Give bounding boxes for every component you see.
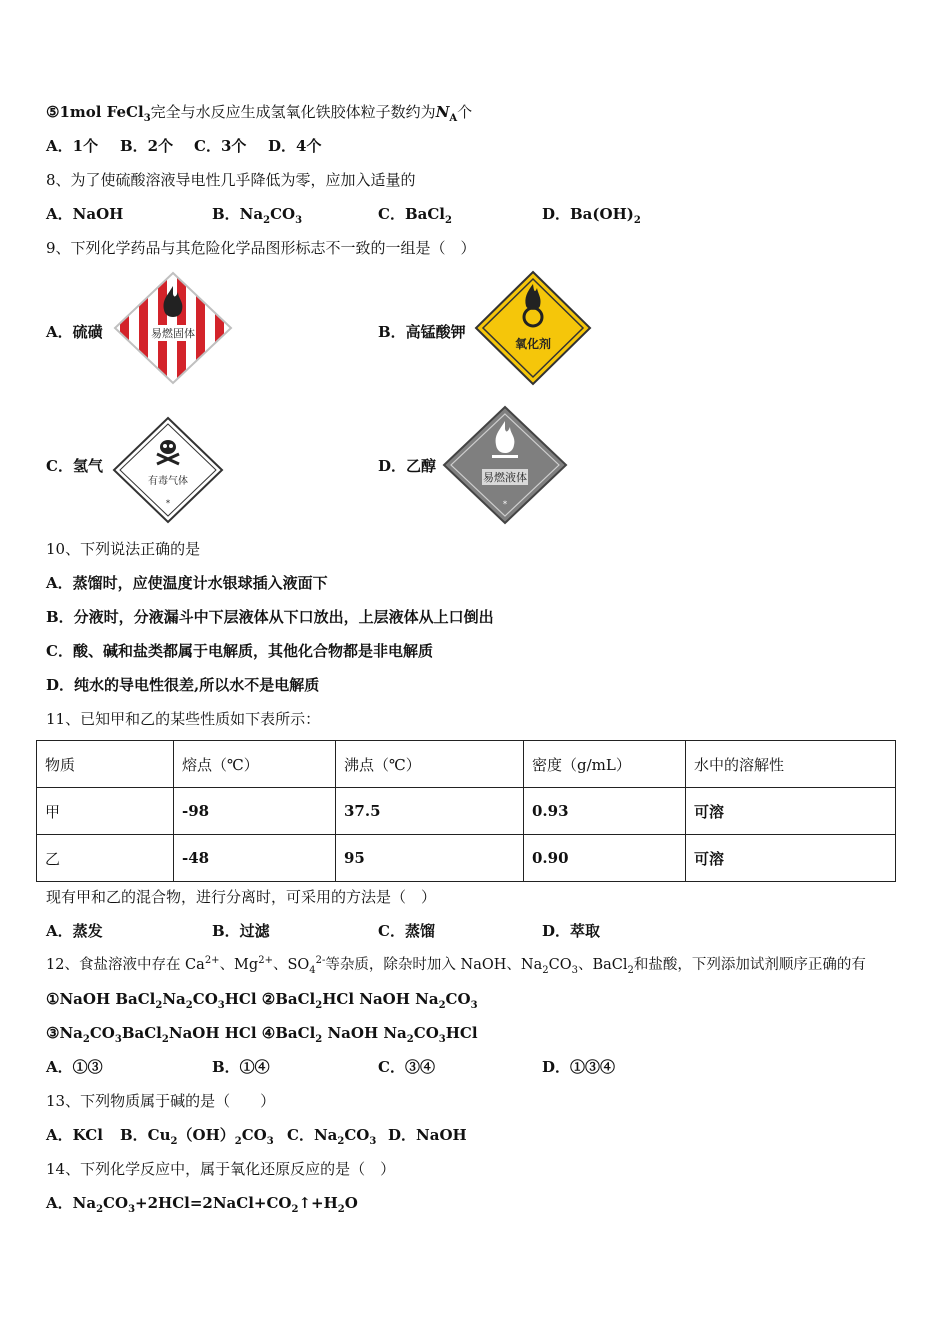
- q12-option-c[interactable]: C．③④: [378, 1058, 435, 1076]
- q11-question: 现有甲和乙的混合物，进行分离时，可采用的方法是（ ）: [46, 888, 437, 906]
- q13-option-a[interactable]: A．KCl: [46, 1126, 103, 1144]
- q12-sequences-line-2: $③Na_2CO_3BaCl_2NaOH$ HCl ④BaCl$_2$ NaOH $Na_2CO_3HCl$: [46, 1024, 478, 1045]
- q13-stem: 13、下列物质属于碱的是（ ）: [46, 1092, 276, 1110]
- q7-option-c[interactable]: C．3个: [194, 137, 247, 155]
- q12-option-b[interactable]: B．①④: [212, 1058, 270, 1076]
- toxic-gas-sign: [112, 416, 224, 524]
- q8-option-c[interactable]: C．BaCl$_2$: [378, 205, 452, 226]
- q12-sequences-line-1: ①NaOH $BaCl_2Na_2CO_3HCl$ ②BaCl$_2$HCl NaOH $Na_2CO_3$: [46, 990, 478, 1011]
- q14-option-a[interactable]: A．$Na_2CO_3+2HCl=2NaCl+CO_2↑+H_2O$: [46, 1194, 358, 1215]
- q10-option-c[interactable]: C．酸、碱和盐类都属于电解质，其他化合物都是非电解质: [46, 642, 433, 660]
- svg-text:*: *: [166, 499, 170, 508]
- q11-option-c[interactable]: C．蒸馏: [378, 922, 435, 940]
- table-cell: 甲: [37, 788, 174, 835]
- table-header: 水中的溶解性: [686, 741, 896, 788]
- q10-option-a[interactable]: A．蒸馏时，应使温度计水银球插入液面下: [46, 574, 328, 592]
- table-cell: 可溶: [686, 788, 896, 835]
- q8-option-a[interactable]: A．NaOH: [46, 205, 124, 223]
- q10-option-d[interactable]: D．纯水的导电性很差,所以水不是电解质: [46, 676, 320, 694]
- q10-option-b[interactable]: B．分液时，分液漏斗中下层液体从下口放出，上层液体从上口倒出: [46, 608, 494, 626]
- q12-option-d[interactable]: D．①③④: [542, 1058, 616, 1076]
- oxidizer-sign: [474, 270, 592, 386]
- table-cell: 乙: [37, 835, 174, 882]
- table-header: 熔点（℃）: [174, 741, 336, 788]
- q11-option-a[interactable]: A．蒸发: [46, 922, 103, 940]
- table-cell: 可溶: [686, 835, 896, 882]
- table-cell: -48: [174, 835, 336, 882]
- svg-text:氧化剂: 氧化剂: [514, 337, 552, 351]
- table-header: 密度（g/mL）: [524, 741, 686, 788]
- q12-option-a[interactable]: A．①③: [46, 1058, 103, 1076]
- q12-stem: 12、食盐溶液中存在 $Ca^{2+}$、$Mg^{2+}$、$SO_4^{2-}$等杂质，除杂时加入 NaOH、$Na_2CO_3$、BaCl$_2$和盐酸，下列添加试剂顺序正确的有: [46, 955, 866, 976]
- svg-text:有毒气体: 有毒气体: [148, 476, 188, 487]
- q11-option-b[interactable]: B．过滤: [212, 922, 270, 940]
- table-cell: 95: [336, 835, 524, 882]
- circled-number: ⑤: [46, 103, 60, 121]
- q13-option-b[interactable]: B．$Cu_2(OH)_2CO_3$: [120, 1126, 274, 1147]
- table-header: 沸点（℃）: [336, 741, 524, 788]
- q13-option-c[interactable]: C．$Na_2CO_3$: [287, 1126, 377, 1147]
- q11-option-d[interactable]: D．萃取: [542, 922, 601, 940]
- q9-option-a[interactable]: A．硫磺: [46, 323, 103, 341]
- q13-option-d[interactable]: D．NaOH: [388, 1126, 467, 1144]
- table-cell: -98: [174, 788, 336, 835]
- q9-option-d[interactable]: D．乙醇: [378, 457, 437, 475]
- q8-option-d[interactable]: D．$Ba(OH)_2$: [542, 205, 641, 226]
- flammable-solid-sign: [112, 270, 234, 386]
- q9-option-c[interactable]: C．氢气: [46, 457, 103, 475]
- table-cell: 0.90: [524, 835, 686, 882]
- q8-option-b[interactable]: B．$Na_2CO_3$: [212, 205, 303, 226]
- q10-stem: 10、下列说法正确的是: [46, 540, 201, 558]
- flammable-liquid-sign: [442, 405, 568, 525]
- table-row: [37, 788, 896, 835]
- q9-stem: 9、下列化学药品与其危险化学品图形标志不一致的一组是（ ）: [46, 239, 476, 257]
- q11-stem: 11、已知甲和乙的某些性质如下表所示：: [46, 710, 321, 728]
- q7-option-a[interactable]: A．1个: [46, 137, 99, 155]
- table-row: [37, 835, 896, 882]
- q8-stem: 8、为了使硫酸溶液导电性几乎降低为零，应加入适量的: [46, 171, 416, 189]
- svg-text:易燃液体: 易燃液体: [483, 471, 527, 484]
- table-header: 物质: [37, 741, 174, 788]
- table-header-row: [37, 741, 896, 788]
- q7-option-d[interactable]: D．4个: [268, 137, 322, 155]
- properties-table: [36, 740, 896, 882]
- table-cell: 0.93: [524, 788, 686, 835]
- q7-option-b[interactable]: B．2个: [120, 137, 174, 155]
- table-cell: 37.5: [336, 788, 524, 835]
- q9-option-b[interactable]: B．高锰酸钾: [378, 323, 466, 341]
- q14-stem: 14、下列化学反应中，属于氧化还原反应的是（ ）: [46, 1160, 396, 1178]
- svg-text:易燃固体: 易燃固体: [151, 327, 195, 340]
- svg-text:*: *: [503, 500, 507, 509]
- q7-item5: ⑤1mol FeCl$_3$完全与水反应生成氢氧化铁胶体粒子数约为$N_A$个: [46, 103, 473, 124]
